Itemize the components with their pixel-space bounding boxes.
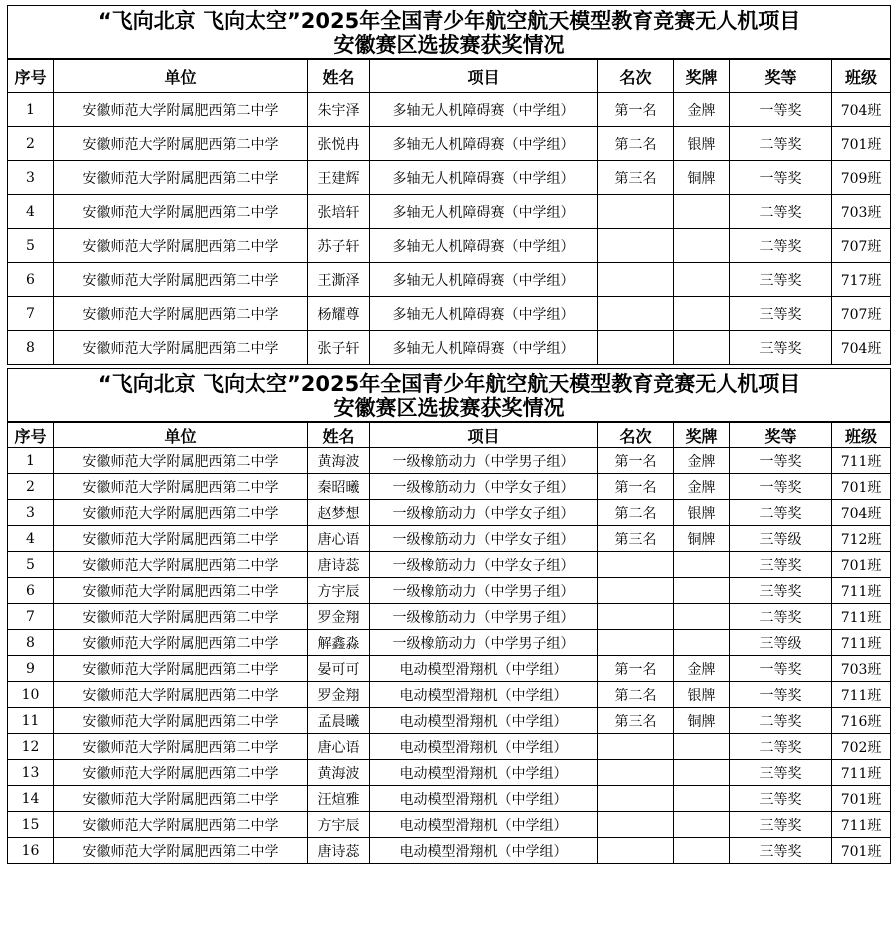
- cell-rank: [598, 552, 674, 578]
- header-row: [8, 422, 891, 448]
- cell-name: 张悦冉: [308, 127, 370, 161]
- cell-prize: 二等奖: [730, 734, 832, 760]
- cell-prize: 三等奖: [730, 552, 832, 578]
- cell-project: 电动模型滑翔机（中学组）: [370, 760, 598, 786]
- cell-medal: 金牌: [674, 448, 730, 474]
- cell-class: 701班: [832, 127, 891, 161]
- cell-index: 14: [8, 786, 54, 812]
- cell-index: 3: [8, 500, 54, 526]
- table-row: [8, 127, 891, 161]
- cell-project: 多轴无人机障碍赛（中学组）: [370, 161, 598, 195]
- cell-prize: 二等奖: [730, 195, 832, 229]
- cell-project: 多轴无人机障碍赛（中学组）: [370, 331, 598, 365]
- title-row: [8, 6, 891, 60]
- table-row: [8, 708, 891, 734]
- cell-name: 罗金翔: [308, 682, 370, 708]
- cell-prize: 三等奖: [730, 578, 832, 604]
- column-header-project: 项目: [370, 422, 598, 448]
- cell-unit: 安徽师范大学附属肥西第二中学: [54, 838, 308, 864]
- table-row: [8, 812, 891, 838]
- cell-index: 8: [8, 331, 54, 365]
- cell-unit: 安徽师范大学附属肥西第二中学: [54, 604, 308, 630]
- cell-prize: 三等级: [730, 630, 832, 656]
- cell-class: 717班: [832, 263, 891, 297]
- cell-index: 6: [8, 578, 54, 604]
- cell-name: 王澌泽: [308, 263, 370, 297]
- cell-rank: [598, 812, 674, 838]
- cell-index: 2: [8, 474, 54, 500]
- cell-project: 多轴无人机障碍赛（中学组）: [370, 127, 598, 161]
- cell-index: 11: [8, 708, 54, 734]
- table-row: [8, 297, 891, 331]
- cell-unit: 安徽师范大学附属肥西第二中学: [54, 93, 308, 127]
- column-header-unit: 单位: [54, 422, 308, 448]
- cell-project: 电动模型滑翔机（中学组）: [370, 812, 598, 838]
- cell-prize: 三等奖: [730, 786, 832, 812]
- cell-prize: 一等奖: [730, 474, 832, 500]
- cell-unit: 安徽师范大学附属肥西第二中学: [54, 578, 308, 604]
- cell-index: 13: [8, 760, 54, 786]
- cell-rank: 第二名: [598, 500, 674, 526]
- cell-medal: [674, 760, 730, 786]
- cell-medal: [674, 229, 730, 263]
- cell-class: 711班: [832, 604, 891, 630]
- title-line-1: “飞向北京 飞向太空”2025年全国青少年航空航天模型教育竞赛无人机项目: [97, 372, 801, 396]
- cell-prize: 三等奖: [730, 297, 832, 331]
- cell-name: 汪煊雅: [308, 786, 370, 812]
- cell-name: 黄海波: [308, 448, 370, 474]
- column-header-class: 班级: [832, 59, 891, 93]
- cell-class: 709班: [832, 161, 891, 195]
- cell-unit: 安徽师范大学附属肥西第二中学: [54, 195, 308, 229]
- cell-class: 701班: [832, 552, 891, 578]
- cell-medal: 银牌: [674, 682, 730, 708]
- cell-name: 晏可可: [308, 656, 370, 682]
- cell-unit: 安徽师范大学附属肥西第二中学: [54, 812, 308, 838]
- section-title: [8, 6, 891, 60]
- cell-name: 苏子轩: [308, 229, 370, 263]
- cell-class: 704班: [832, 500, 891, 526]
- cell-rank: 第三名: [598, 161, 674, 195]
- column-header-unit: 单位: [54, 59, 308, 93]
- column-header-index: 序号: [8, 59, 54, 93]
- cell-index: 4: [8, 195, 54, 229]
- cell-project: 电动模型滑翔机（中学组）: [370, 656, 598, 682]
- cell-prize: 二等奖: [730, 604, 832, 630]
- cell-rank: [598, 734, 674, 760]
- award-table: [7, 5, 891, 864]
- title-line-2: 安徽赛区选拔赛获奖情况: [333, 396, 565, 420]
- cell-unit: 安徽师范大学附属肥西第二中学: [54, 734, 308, 760]
- cell-index: 2: [8, 127, 54, 161]
- table-row: [8, 474, 891, 500]
- cell-project: 一级橡筋动力（中学男子组）: [370, 630, 598, 656]
- cell-prize: 一等奖: [730, 448, 832, 474]
- cell-class: 711班: [832, 448, 891, 474]
- cell-class: 711班: [832, 578, 891, 604]
- column-header-name: 姓名: [308, 59, 370, 93]
- cell-unit: 安徽师范大学附属肥西第二中学: [54, 526, 308, 552]
- cell-medal: 铜牌: [674, 161, 730, 195]
- cell-class: 702班: [832, 734, 891, 760]
- cell-name: 唐诗蕊: [308, 552, 370, 578]
- cell-medal: 铜牌: [674, 708, 730, 734]
- table-row: [8, 229, 891, 263]
- cell-name: 方宇辰: [308, 812, 370, 838]
- header-row: [8, 59, 891, 93]
- table-row: [8, 195, 891, 229]
- cell-index: 7: [8, 297, 54, 331]
- cell-medal: [674, 604, 730, 630]
- column-header-medal: 奖牌: [674, 422, 730, 448]
- cell-rank: [598, 604, 674, 630]
- cell-rank: [598, 838, 674, 864]
- cell-project: 多轴无人机障碍赛（中学组）: [370, 297, 598, 331]
- cell-rank: [598, 263, 674, 297]
- cell-class: 711班: [832, 812, 891, 838]
- title-row: [8, 369, 891, 423]
- cell-name: 秦昭曦: [308, 474, 370, 500]
- column-header-rank: 名次: [598, 59, 674, 93]
- cell-class: 707班: [832, 297, 891, 331]
- cell-prize: 二等奖: [730, 229, 832, 263]
- cell-project: 一级橡筋动力（中学女子组）: [370, 552, 598, 578]
- cell-unit: 安徽师范大学附属肥西第二中学: [54, 448, 308, 474]
- cell-medal: 金牌: [674, 93, 730, 127]
- cell-index: 5: [8, 552, 54, 578]
- cell-project: 电动模型滑翔机（中学组）: [370, 838, 598, 864]
- cell-name: 王建辉: [308, 161, 370, 195]
- cell-project: 电动模型滑翔机（中学组）: [370, 708, 598, 734]
- table-row: [8, 682, 891, 708]
- cell-prize: 二等奖: [730, 500, 832, 526]
- cell-project: 一级橡筋动力（中学女子组）: [370, 500, 598, 526]
- cell-class: 704班: [832, 331, 891, 365]
- cell-medal: [674, 297, 730, 331]
- cell-project: 一级橡筋动力（中学男子组）: [370, 604, 598, 630]
- cell-index: 10: [8, 682, 54, 708]
- cell-rank: 第二名: [598, 127, 674, 161]
- cell-medal: [674, 263, 730, 297]
- cell-prize: 一等奖: [730, 161, 832, 195]
- table-row: [8, 500, 891, 526]
- cell-name: 罗金翔: [308, 604, 370, 630]
- cell-unit: 安徽师范大学附属肥西第二中学: [54, 263, 308, 297]
- cell-class: 703班: [832, 195, 891, 229]
- cell-rank: [598, 578, 674, 604]
- column-header-medal: 奖牌: [674, 59, 730, 93]
- cell-unit: 安徽师范大学附属肥西第二中学: [54, 297, 308, 331]
- column-header-index: 序号: [8, 422, 54, 448]
- column-header-name: 姓名: [308, 422, 370, 448]
- cell-medal: [674, 630, 730, 656]
- cell-name: 朱宇泽: [308, 93, 370, 127]
- cell-name: 解鑫淼: [308, 630, 370, 656]
- cell-unit: 安徽师范大学附属肥西第二中学: [54, 474, 308, 500]
- cell-index: 15: [8, 812, 54, 838]
- table-row: [8, 526, 891, 552]
- section-model-aircraft: [8, 369, 891, 864]
- cell-project: 一级橡筋动力（中学男子组）: [370, 448, 598, 474]
- cell-unit: 安徽师范大学附属肥西第二中学: [54, 161, 308, 195]
- cell-name: 唐诗蕊: [308, 838, 370, 864]
- table-row: [8, 630, 891, 656]
- cell-unit: 安徽师范大学附属肥西第二中学: [54, 656, 308, 682]
- cell-project: 电动模型滑翔机（中学组）: [370, 734, 598, 760]
- cell-project: 电动模型滑翔机（中学组）: [370, 682, 598, 708]
- cell-rank: [598, 630, 674, 656]
- cell-rank: [598, 297, 674, 331]
- cell-medal: [674, 734, 730, 760]
- cell-prize: 三等奖: [730, 838, 832, 864]
- table-row: [8, 760, 891, 786]
- cell-name: 方宇辰: [308, 578, 370, 604]
- cell-index: 4: [8, 526, 54, 552]
- table-row: [8, 448, 891, 474]
- title-line-2: 安徽赛区选拔赛获奖情况: [333, 33, 565, 57]
- section-drone-obstacle: [8, 6, 891, 365]
- column-header-class: 班级: [832, 422, 891, 448]
- cell-class: 701班: [832, 474, 891, 500]
- cell-rank: 第一名: [598, 474, 674, 500]
- table-row: [8, 93, 891, 127]
- cell-unit: 安徽师范大学附属肥西第二中学: [54, 708, 308, 734]
- cell-class: 701班: [832, 838, 891, 864]
- cell-project: 多轴无人机障碍赛（中学组）: [370, 229, 598, 263]
- cell-project: 多轴无人机障碍赛（中学组）: [370, 195, 598, 229]
- cell-class: 704班: [832, 93, 891, 127]
- cell-rank: [598, 195, 674, 229]
- cell-project: 一级橡筋动力（中学女子组）: [370, 474, 598, 500]
- table-row: [8, 656, 891, 682]
- cell-rank: 第一名: [598, 656, 674, 682]
- cell-class: 711班: [832, 630, 891, 656]
- cell-name: 黄海波: [308, 760, 370, 786]
- cell-unit: 安徽师范大学附属肥西第二中学: [54, 552, 308, 578]
- award-sheet: [7, 5, 890, 864]
- cell-unit: 安徽师范大学附属肥西第二中学: [54, 630, 308, 656]
- cell-name: 赵梦想: [308, 500, 370, 526]
- table-row: [8, 604, 891, 630]
- column-header-project: 项目: [370, 59, 598, 93]
- cell-class: 701班: [832, 786, 891, 812]
- cell-index: 1: [8, 93, 54, 127]
- cell-index: 8: [8, 630, 54, 656]
- cell-medal: [674, 552, 730, 578]
- cell-unit: 安徽师范大学附属肥西第二中学: [54, 786, 308, 812]
- cell-medal: [674, 786, 730, 812]
- cell-project: 多轴无人机障碍赛（中学组）: [370, 263, 598, 297]
- cell-unit: 安徽师范大学附属肥西第二中学: [54, 500, 308, 526]
- cell-class: 711班: [832, 760, 891, 786]
- cell-rank: [598, 331, 674, 365]
- cell-medal: 银牌: [674, 500, 730, 526]
- cell-project: 电动模型滑翔机（中学组）: [370, 786, 598, 812]
- cell-rank: [598, 760, 674, 786]
- column-header-prize: 奖等: [730, 59, 832, 93]
- cell-prize: 三等奖: [730, 331, 832, 365]
- cell-medal: 铜牌: [674, 526, 730, 552]
- cell-rank: [598, 229, 674, 263]
- cell-medal: [674, 578, 730, 604]
- cell-project: 一级橡筋动力（中学男子组）: [370, 578, 598, 604]
- cell-name: 唐心语: [308, 526, 370, 552]
- cell-index: 1: [8, 448, 54, 474]
- cell-prize: 一等奖: [730, 656, 832, 682]
- cell-rank: 第一名: [598, 93, 674, 127]
- cell-prize: 二等奖: [730, 127, 832, 161]
- cell-prize: 一等奖: [730, 682, 832, 708]
- table-row: [8, 786, 891, 812]
- cell-index: 7: [8, 604, 54, 630]
- cell-project: 一级橡筋动力（中学女子组）: [370, 526, 598, 552]
- table-row: [8, 838, 891, 864]
- cell-unit: 安徽师范大学附属肥西第二中学: [54, 682, 308, 708]
- cell-prize: 三等奖: [730, 263, 832, 297]
- cell-name: 张子轩: [308, 331, 370, 365]
- cell-name: 张培轩: [308, 195, 370, 229]
- cell-class: 703班: [832, 656, 891, 682]
- cell-rank: 第一名: [598, 448, 674, 474]
- cell-unit: 安徽师范大学附属肥西第二中学: [54, 331, 308, 365]
- cell-medal: [674, 838, 730, 864]
- table-row: [8, 734, 891, 760]
- title-line-1: “飞向北京 飞向太空”2025年全国青少年航空航天模型教育竞赛无人机项目: [97, 9, 801, 33]
- cell-name: 孟晨曦: [308, 708, 370, 734]
- cell-index: 16: [8, 838, 54, 864]
- cell-medal: 银牌: [674, 127, 730, 161]
- cell-index: 9: [8, 656, 54, 682]
- table-row: [8, 161, 891, 195]
- cell-name: 杨耀尊: [308, 297, 370, 331]
- column-header-prize: 奖等: [730, 422, 832, 448]
- cell-medal: 金牌: [674, 656, 730, 682]
- cell-class: 707班: [832, 229, 891, 263]
- cell-class: 716班: [832, 708, 891, 734]
- cell-class: 712班: [832, 526, 891, 552]
- cell-name: 唐心语: [308, 734, 370, 760]
- table-row: [8, 552, 891, 578]
- cell-prize: 三等奖: [730, 812, 832, 838]
- cell-rank: 第三名: [598, 708, 674, 734]
- cell-prize: 三等奖: [730, 760, 832, 786]
- cell-class: 711班: [832, 682, 891, 708]
- cell-index: 12: [8, 734, 54, 760]
- cell-medal: [674, 812, 730, 838]
- cell-prize: 二等奖: [730, 708, 832, 734]
- table-row: [8, 578, 891, 604]
- cell-index: 3: [8, 161, 54, 195]
- cell-unit: 安徽师范大学附属肥西第二中学: [54, 229, 308, 263]
- table-row: [8, 331, 891, 365]
- section-title: [8, 369, 891, 423]
- cell-index: 5: [8, 229, 54, 263]
- cell-index: 6: [8, 263, 54, 297]
- column-header-rank: 名次: [598, 422, 674, 448]
- cell-medal: 金牌: [674, 474, 730, 500]
- table-row: [8, 263, 891, 297]
- cell-unit: 安徽师范大学附属肥西第二中学: [54, 760, 308, 786]
- cell-medal: [674, 331, 730, 365]
- cell-rank: [598, 786, 674, 812]
- cell-project: 多轴无人机障碍赛（中学组）: [370, 93, 598, 127]
- cell-rank: 第三名: [598, 526, 674, 552]
- cell-medal: [674, 195, 730, 229]
- cell-rank: 第二名: [598, 682, 674, 708]
- cell-unit: 安徽师范大学附属肥西第二中学: [54, 127, 308, 161]
- cell-prize: 一等奖: [730, 93, 832, 127]
- cell-prize: 三等级: [730, 526, 832, 552]
